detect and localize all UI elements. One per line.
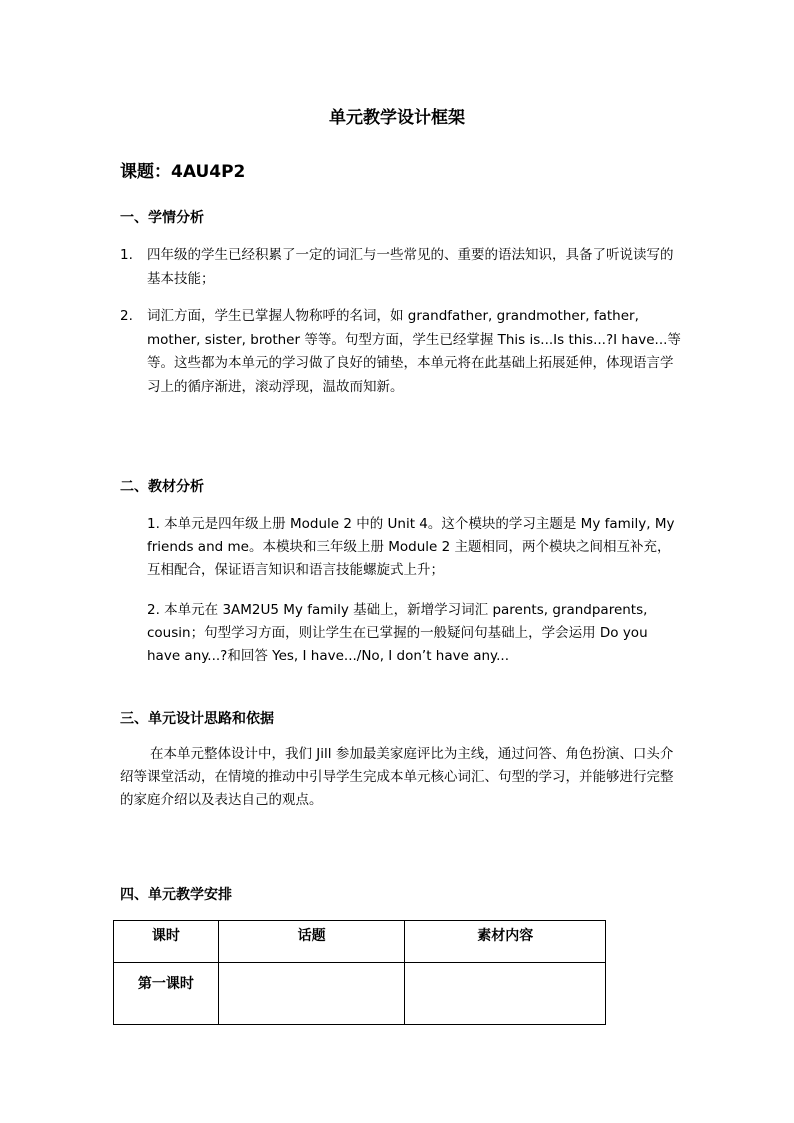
table-cell: [218, 963, 405, 1025]
design-rationale-paragraph: 在本单元整体设计中，我们 Jill 参加最美家庭评比为主线，通过问答、角色扮演、口头介绍等课堂活动，在情境的推动中引导学生完成本单元核心词汇、句型的学习，并能够进行完整的家庭介绍以及表达自己的观点。: [120, 746, 674, 808]
list-item-number: 1.: [120, 247, 133, 263]
teaching-schedule-table: [113, 920, 606, 1025]
list-item-text: 四年级的学生已经积累了一定的词汇与一些常见的、重要的语法知识，具备了听说读写的基本技能；: [147, 247, 674, 287]
page-title: 单元教学设计框架: [329, 108, 465, 128]
table-cell: 第一课时: [114, 963, 219, 1025]
table-header-row: [114, 921, 606, 963]
list-item-number: 2.: [120, 308, 133, 324]
table-header-cell: 课时: [114, 921, 219, 963]
table-row: [114, 963, 606, 1025]
textbook-analysis-paragraph-1: 1. 本单元是四年级上册 Module 2 中的 Unit 4。这个模块的学习主题是 My family, My friends and me。本模块和三年级上册 Module 2 主题相同，两个模块之间相互补充，互相配合，保证语言知识和语言技能螺旋式上升；: [147, 516, 675, 578]
textbook-analysis-paragraph-2: 2. 本单元在 3AM2U5 My family 基础上，新增学习词汇 parents, grandparents, cousin；句型学习方面，则让学生在已掌握的一般疑问句基础上，学会运用 Do you have any...?和回答 Yes, I have.../No, I don’t have any...: [147, 602, 648, 664]
section-heading-learner-analysis: 一、学情分析: [120, 210, 204, 226]
section-heading-textbook-analysis: 二、教材分析: [120, 479, 204, 495]
lesson-topic: 课题：4AU4P2: [120, 162, 246, 182]
list-item: [120, 305, 685, 399]
table-cell: [405, 963, 606, 1025]
list-item-text: 词汇方面，学生已掌握人物称呼的名词，如 grandfather, grandmother, father, mother, sister, brother 等等。句型方面，学生已经掌握 This is...Is this...?I have...等等。这些都为本单元的学习做了良好的铺垫，本单元将在此基础上拓展延伸，体现语言学习上的循序渐进，滚动浮现，温故而知新。: [147, 308, 681, 395]
section-heading-design-rationale: 三、单元设计思路和依据: [120, 711, 274, 727]
table-header-cell: 话题: [218, 921, 405, 963]
section-heading-teaching-schedule: 四、单元教学安排: [120, 887, 232, 903]
list-item: [120, 244, 685, 291]
table-header-cell: 素材内容: [405, 921, 606, 963]
